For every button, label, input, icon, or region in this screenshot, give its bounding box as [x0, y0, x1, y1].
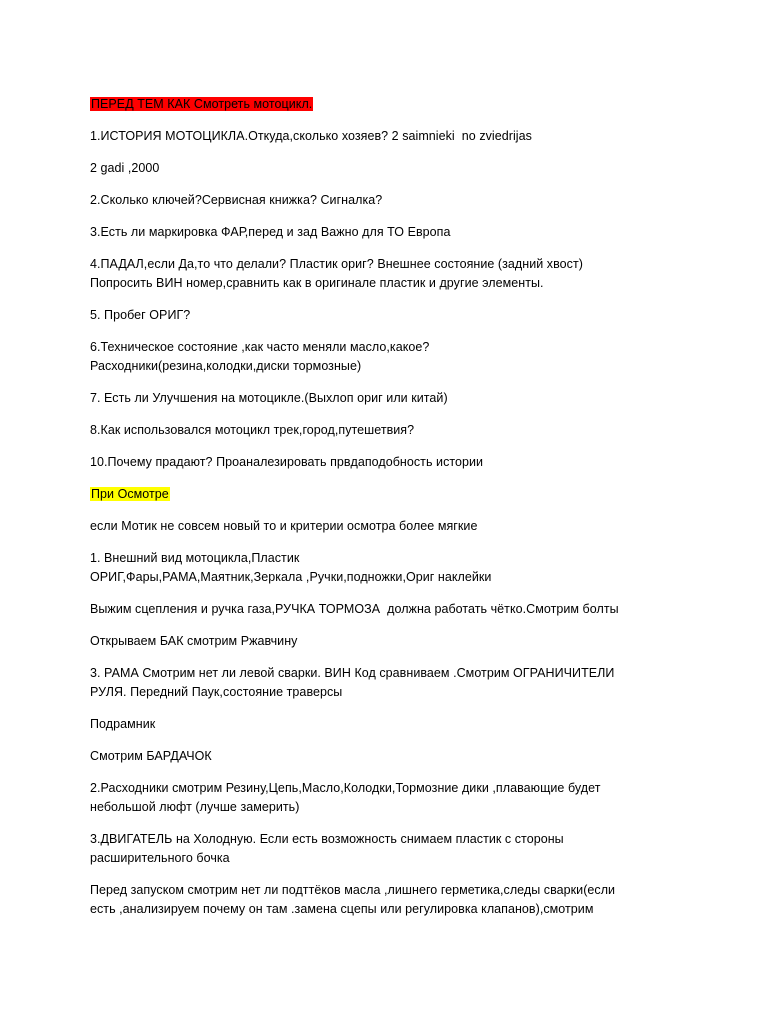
- item-reason-selling: 10.Почему прадают? Проаналезировать првдаподобность истории: [90, 455, 484, 469]
- item-keys: 2.Сколько ключей?Сервисная книжка? Сигналка?: [90, 193, 383, 207]
- item-fallen: 4.ПАДАЛ,если Да,то что делали? Пластик ориг? Внешнее состояние (задний хвост) Попросить ВИН номер,сравнить как в оригинале пластик и другие элементы.: [90, 257, 583, 290]
- inspection-before-start: Перед запуском смотрим нет ли подттёков масла ,лишнего герметика,следы сварки(если есть ,анализируем почему он там .замена сцепы или регулировка клапанов),смотрим: [90, 883, 616, 916]
- inspection-subframe: Подрамник: [90, 717, 156, 731]
- item-technical-state: 6.Техническое состояние ,как часто меняли масло,какое? Расходники(резина,колодки,диски тормозные): [90, 340, 430, 373]
- inspection-note: если Мотик не совсем новый то и критерии осмотра более мягкие: [90, 519, 478, 533]
- item-years: 2 gadi ,2000: [90, 161, 160, 175]
- inspection-clutch-throttle: Выжим сцепления и ручка газа,РУЧКА ТОРМОЗА должна работать чётко.Смотрим болты: [90, 602, 619, 616]
- item-history: 1.ИСТОРИЯ МОТОЦИКЛА.Откуда,сколько хозяев? 2 saimnieki no zviedrijas: [90, 129, 532, 143]
- heading-before-inspection: [90, 95, 698, 114]
- heading-inspection: [90, 485, 698, 504]
- inspection-frame: 3. РАМА Смотрим нет ли левой сварки. ВИН Код сравниваем .Смотрим ОГРАНИЧИТЕЛИ РУЛЯ. Передний Паук,состояние траверсы: [90, 666, 615, 699]
- item-usage: 8.Как использовался мотоцикл трек,город,путешетвия?: [90, 423, 415, 437]
- inspection-tank: Открываем БАК смотрим Ржавчину: [90, 634, 298, 648]
- inspection-glovebox: Смотрим БАРДАЧОК: [90, 749, 212, 763]
- item-upgrades: 7. Есть ли Улучшения на мотоцикле.(Выхлоп ориг или китай): [90, 391, 448, 405]
- yellow-highlight: При Осмотре: [91, 487, 169, 501]
- inspection-engine: 3.ДВИГАТЕЛЬ на Холодную. Если есть возможность снимаем пластик с стороны расширительного бочка: [90, 832, 564, 865]
- inspection-consumables: 2.Расходники смотрим Резину,Цепь,Масло,Колодки,Тормозние дики ,плавающие будет небольшой люфт (лучше замерить): [90, 781, 601, 814]
- item-mileage: 5. Пробег ОРИГ?: [90, 308, 191, 322]
- inspection-exterior: 1. Внешний вид мотоцикла,Пластик ОРИГ,Фары,РАМА,Маятник,Зеркала ,Ручки,подножки,Ориг наклейки: [90, 551, 492, 584]
- red-highlight: ПЕРЕД ТЕМ КАК Смотреть мотоцикл.: [91, 97, 313, 111]
- item-headlight-marking: 3.Есть ли маркировка ФАР,перед и зад Важно для ТО Европа: [90, 225, 451, 239]
